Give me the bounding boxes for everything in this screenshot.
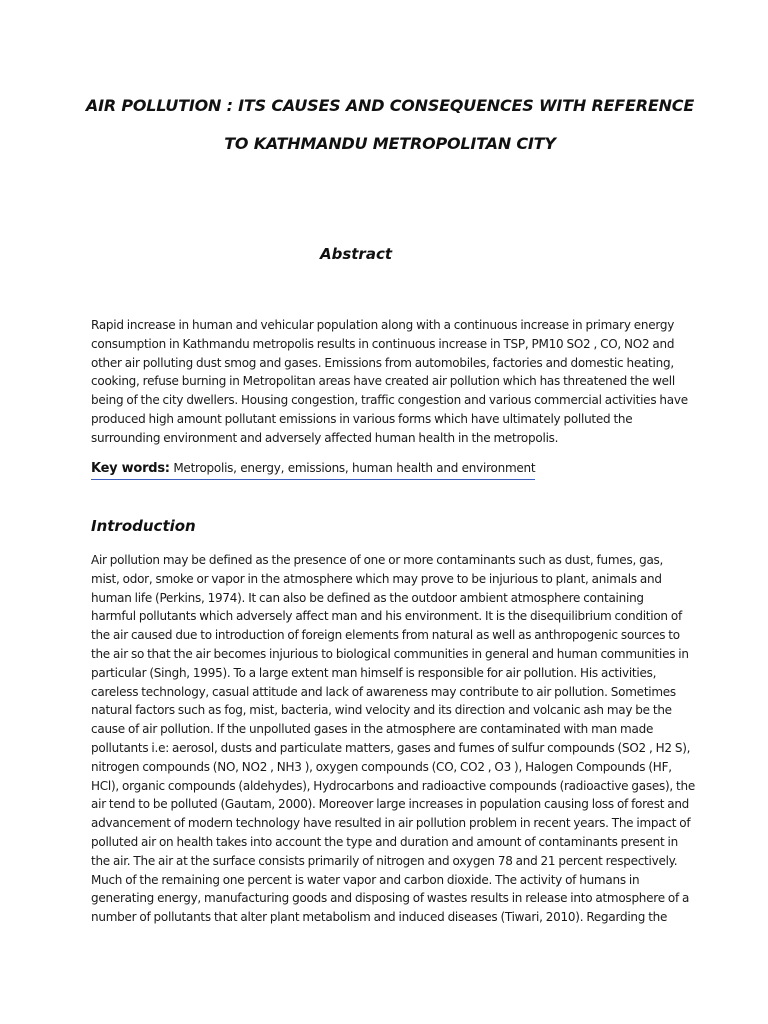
introduction-line: HCl), organic compounds (aldehydes), Hydrocarbons and radioactive compounds (radioactive gases), the: [91, 778, 695, 793]
introduction-line: pollutants i.e: aerosol, dusts and particulate matters, gases and fumes of sulfur compounds (SO2 , H2 S),: [91, 740, 691, 755]
introduction-line: the air caused due to introduction of foreign elements from natural as well as anthropogenic sources to: [91, 628, 680, 643]
abstract-line: surrounding environment and adversely affected human health in the metropolis.: [91, 430, 559, 445]
introduction-line: nitrogen compounds (NO, NO2 , NH3 ), oxygen compounds (CO, CO2 , O3 ), Halogen Compounds (HF,: [91, 759, 672, 774]
introduction-line: Air pollution may be defined as the presence of one or more contaminants such as dust, fumes, gas,: [91, 553, 664, 567]
abstract-line: cooking, refuse burning in Metropolitan areas have created air pollution which has threatened the well: [91, 374, 675, 389]
introduction-line: polluted air on health takes into account the type and duration and amount of contaminants present in: [91, 834, 678, 849]
introduction-line: natural factors such as fog, mist, bacteria, wind velocity and its direction and volcanic ash may be the: [91, 703, 672, 718]
introduction-line: careless technology, casual attitude and lack of awareness may contribute to air pollution. Sometimes: [91, 684, 676, 699]
introduction-line: human life (Perkins, 1974). It can also be defined as the outdoor ambient atmosphere containing: [91, 590, 644, 605]
introduction-line: Much of the remaining one percent is water vapor and carbon dioxide. The activity of humans in: [91, 872, 640, 887]
introduction-paragraph: [91, 551, 695, 927]
introduction-heading: Introduction: [91, 517, 196, 535]
keywords-text: Metropolis, energy, emissions, human health and environment: [169, 461, 536, 475]
introduction-line: the air so that the air becomes injurious to biological communities in general and human communities in: [91, 646, 689, 661]
introduction-line: generating energy, manufacturing goods and disposing of wastes results in release into atmosphere of a: [91, 891, 690, 906]
introduction-line: mist, odor, smoke or vapor in the atmosphere which may prove to be injurious to plant, animals and: [91, 571, 662, 586]
introduction-line: advancement of modern technology have resulted in air pollution problem in recent years. The impact of: [91, 816, 691, 831]
abstract-heading: Abstract: [319, 245, 393, 263]
abstract-line: Rapid increase in human and vehicular population along with a continuous increase in primary energy: [91, 318, 675, 332]
abstract-line: other air polluting dust smog and gases. Emissions from automobiles, factories and domestic heating,: [91, 355, 674, 370]
introduction-line: the air. The air at the surface consists primarily of nitrogen and oxygen 78 and 21 percent respectively.: [91, 853, 678, 868]
introduction-line: air tend to be polluted (Gautam, 2000). Moreover large increases in population causing loss of forest and: [91, 797, 690, 812]
introduction-line: particular (Singh, 1995). To a large extent man himself is responsible for air pollution. His activities,: [91, 665, 657, 680]
abstract-line: produced high amount pollutant emissions in various forms which have ultimately polluted the: [91, 411, 633, 426]
keywords-line: [91, 457, 535, 480]
introduction-line: harmful pollutants which adversely affect man and his environment. It is the disequilibrium condition of: [91, 609, 682, 624]
document-title-line-1: AIR POLLUTION : ITS CAUSES AND CONSEQUENCES WITH REFERENCE: [85, 96, 695, 115]
introduction-line: number of pollutants that alter plant metabolism and induced diseases (Tiwari, 2010). Regarding the: [91, 910, 668, 925]
document-title-line-2: TO KATHMANDU METROPOLITAN CITY: [224, 134, 556, 153]
abstract-line: being of the city dwellers. Housing congestion, traffic congestion and various commercial activities have: [91, 393, 688, 408]
abstract-paragraph: [91, 316, 691, 448]
abstract-line: consumption in Kathmandu metropolis results in continuous increase in TSP, PM10 SO2 , CO, NO2 and: [91, 336, 675, 351]
introduction-line: cause of air pollution. If the unpolluted gases in the atmosphere are contaminated with man made: [91, 722, 654, 737]
keywords-label: Key words:: [91, 461, 170, 476]
